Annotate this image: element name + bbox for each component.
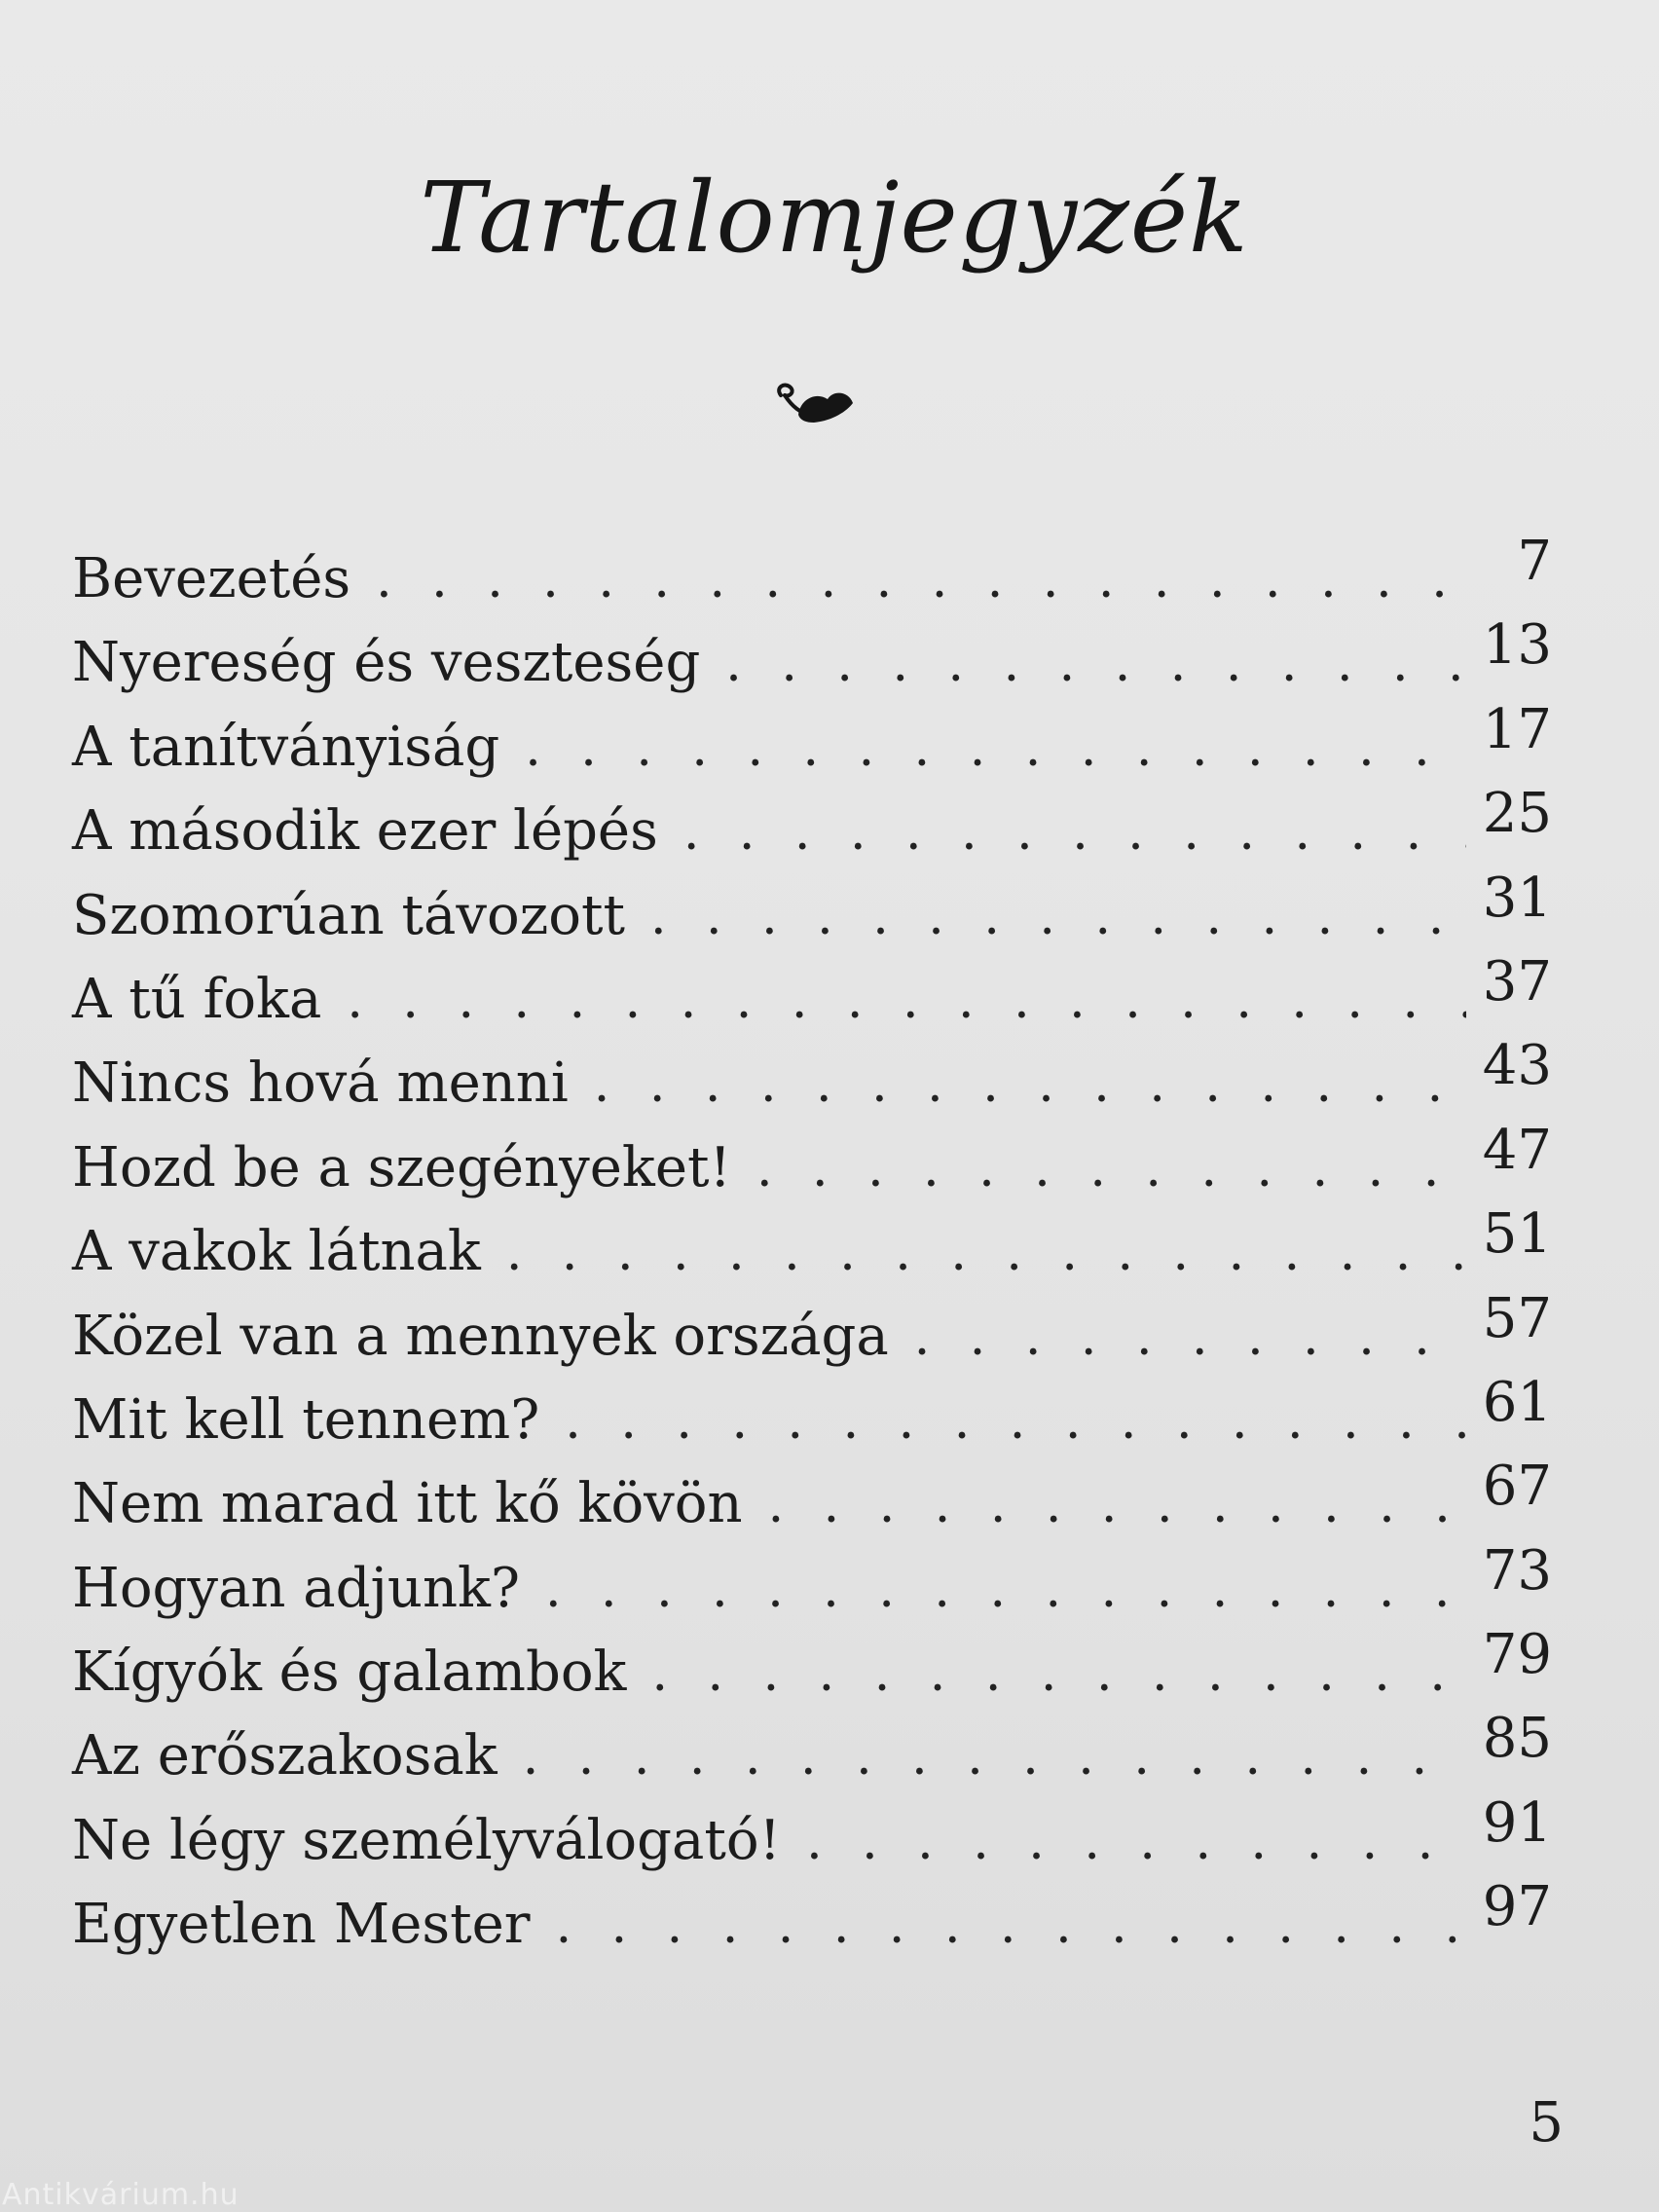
toc-dot-leader [545,1561,1466,1619]
toc-dot-leader [523,1728,1466,1787]
toc-entry-title: Bevezetés [72,547,351,610]
toc-dot-leader [565,1392,1466,1451]
toc-entry-page: 17 [1482,697,1552,761]
toc-entry-page: 25 [1482,782,1552,846]
toc-entry-title: Szomorúan távozott [72,883,625,947]
toc-entry-title: Kígyók és galambok [72,1641,627,1705]
table-of-contents [72,530,1552,1977]
toc-entry-page: 47 [1482,1118,1552,1182]
toc-entry-page: 79 [1482,1623,1552,1687]
toc-dot-leader [650,888,1466,946]
toc-dot-leader [376,551,1466,609]
toc-entry-page: 13 [1482,613,1552,678]
toc-dot-leader [594,1055,1466,1114]
toc-entry [72,782,1552,883]
toc-entry-title: Mit kell tennem? [72,1387,540,1452]
toc-dot-leader [652,1644,1467,1703]
toc-entry-title: Egyetlen Mester [72,1893,531,1957]
toc-entry [72,613,1552,715]
toc-entry-title: Az erőszakosak [72,1724,498,1788]
toc-dot-leader [914,1309,1466,1367]
toc-entry-page: 31 [1482,866,1552,930]
hedera-leaf-icon [771,378,859,426]
toc-entry-title: Nyereség és veszteség [72,631,701,695]
toc-entry-title: Közel van a mennyek országa [72,1304,889,1368]
toc-dot-leader [556,1897,1466,1955]
toc-entry-page: 97 [1482,1875,1552,1939]
toc-entry-page: 91 [1482,1790,1552,1855]
toc-dot-leader [806,1813,1466,1871]
toc-entry-page: 51 [1482,1202,1552,1267]
toc-entry-page: 61 [1482,1370,1552,1434]
watermark: Antikvárium.hu [2,2178,240,2212]
toc-dot-leader [768,1476,1466,1534]
toc-entry [72,1538,1552,1641]
toc-entry [72,1286,1552,1388]
toc-dot-leader [506,1224,1466,1282]
toc-entry [72,530,1552,631]
toc-entry [72,1790,1552,1893]
toc-entry [72,1455,1552,1556]
toc-entry [72,1707,1552,1808]
toc-entry-title: A vakok látnak [72,1220,481,1284]
toc-entry-title: Hogyan adjunk? [72,1556,520,1620]
page-title: Tartalomjegyzék [420,161,1249,275]
toc-entry-page: 67 [1482,1455,1552,1519]
toc-dot-leader [525,719,1466,778]
toc-entry [72,1034,1552,1135]
toc-entry-page: 43 [1482,1034,1552,1098]
toc-entry-page: 85 [1482,1707,1552,1771]
toc-dot-leader [725,635,1466,693]
toc-entry-page: 37 [1482,949,1552,1014]
toc-entry-title: Hozd be a szegényeket! [72,1135,731,1199]
toc-dot-leader [756,1140,1466,1198]
toc-entry-title: Ne légy személyválogató! [72,1808,782,1872]
toc-entry-page: 57 [1482,1286,1552,1350]
toc-entry [72,949,1552,1051]
toc-entry-title: Nem marad itt kő kövön [72,1472,743,1536]
toc-entry-title: A tanítványiság [72,715,500,779]
toc-entry [72,697,1552,799]
toc-entry-title: Nincs hová menni [72,1051,569,1116]
toc-entry [72,1623,1552,1724]
toc-entry-page: 7 [1517,530,1552,593]
toc-entry-title: A második ezer lépés [72,799,658,864]
toc-entry [72,1118,1552,1220]
page-number: 5 [1529,2091,1564,2155]
toc-entry [72,1875,1552,1976]
toc-entry [72,1370,1552,1472]
toc-entry [72,1202,1552,1304]
toc-dot-leader [683,803,1466,862]
toc-entry-title: A tű foka [72,967,322,1031]
toc-dot-leader [347,972,1466,1030]
toc-entry [72,866,1552,968]
toc-entry-page: 73 [1482,1538,1552,1603]
